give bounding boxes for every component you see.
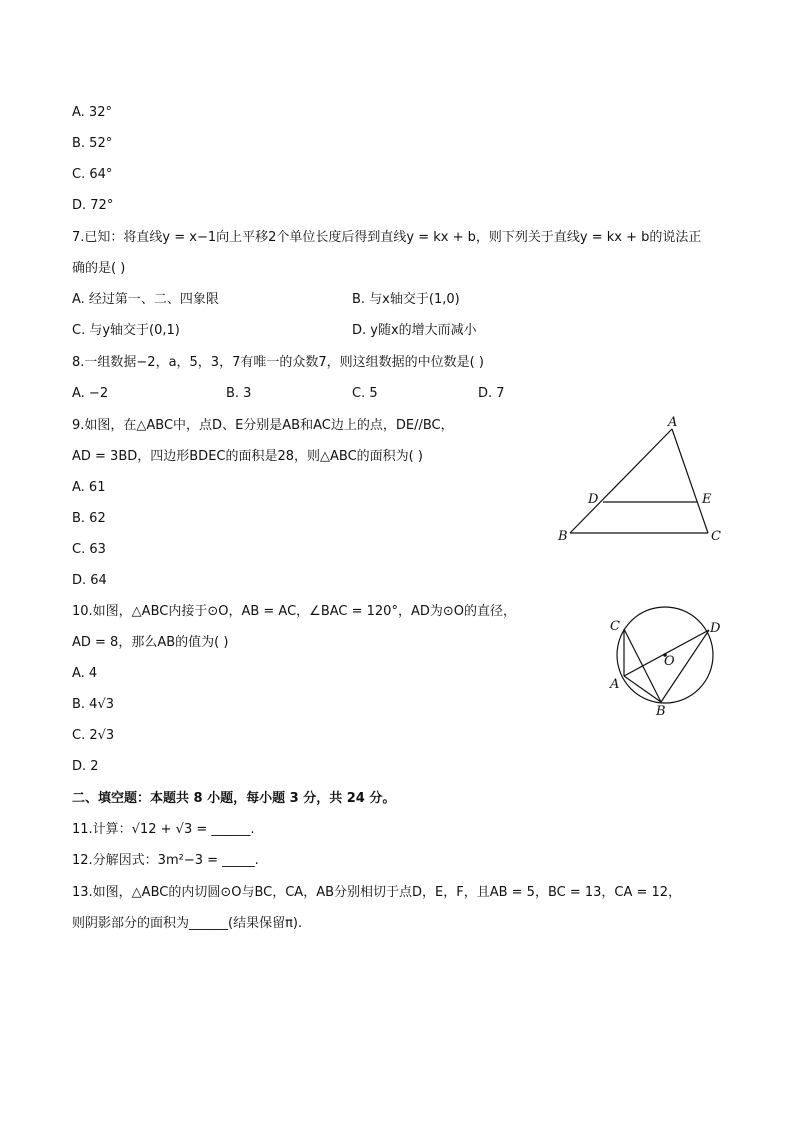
q8-stem: 8.一组数据−2，a，5，3，7有唯一的众数7，则这组数据的中位数是( ) — [72, 355, 484, 370]
q6-option-c: C. 64° — [72, 167, 113, 182]
q10-label-o: O — [664, 654, 675, 669]
q10-option-d: D. 2 — [72, 759, 99, 774]
q9-label-d: D — [588, 492, 599, 507]
q9-label-a: A — [668, 415, 678, 430]
q7-option-a: A. 经过第一、二、四象限 — [72, 292, 219, 307]
q9-label-e: E — [702, 492, 712, 507]
q7-option-c: C. 与y轴交于(0,1) — [72, 323, 180, 338]
q10-option-b: B. 4√3 — [72, 697, 115, 712]
q10-stem-line2: AD = 8，那么AB的值为( ) — [72, 635, 229, 650]
q6-option-d: D. 72° — [72, 198, 114, 213]
q10-stem-line1: 10.如图，△ABC内接于⊙O，AB = AC，∠BAC = 120°，AD为⊙O的直径， — [72, 604, 516, 619]
q6-option-b: B. 52° — [72, 136, 113, 151]
q10-option-c: C. 2√3 — [72, 728, 115, 743]
q10-option-a: A. 4 — [72, 666, 98, 681]
q9-option-c: C. 63 — [72, 542, 106, 557]
q10-label-a: A — [610, 677, 620, 692]
q9-option-d: D. 64 — [72, 573, 107, 588]
q9-option-b: B. 62 — [72, 511, 106, 526]
q9-stem-line1: 9.如图，在△ABC中，点D、E分别是AB和AC边上的点，DE//BC， — [72, 418, 454, 433]
q7-option-b: B. 与x轴交于(1,0) — [352, 292, 460, 307]
q10-label-d: D — [710, 621, 721, 636]
q11-stem: 11.计算：√12 + √3 = ______. — [72, 822, 255, 837]
q10-segment-ab — [624, 676, 661, 702]
q6-option-a: A. 32° — [72, 105, 112, 120]
q7-option-d: D. y随x的增大而减小 — [352, 323, 477, 338]
q9-label-c: C — [711, 529, 721, 544]
q13-stem-line2: 则阴影部分的面积为______(结果保留π). — [72, 916, 303, 931]
q8-option-c: C. 5 — [352, 386, 378, 401]
q8-option-a: A. −2 — [72, 386, 109, 401]
q9-label-b: B — [558, 529, 568, 544]
q13-stem-line1: 13.如图，△ABC的内切圆⊙O与BC，CA，AB分别相切于点D，E，F，且AB = 5，BC = 13，CA = 12， — [72, 885, 682, 900]
q8-option-d: D. 7 — [478, 386, 505, 401]
section-2-heading: 二、填空题：本题共 8 小题，每小题 3 分，共 24 分。 — [72, 791, 396, 806]
q7-stem-line1: 7.已知：将直线y = x−1向上平移2个单位长度后得到直线y = kx + b，则下列关于直线y = kx + b的说法正 — [72, 230, 702, 245]
q8-option-b: B. 3 — [226, 386, 252, 401]
q9-stem-line2: AD = 3BD，四边形BDEC的面积是28，则△ABC的面积为( ) — [72, 449, 423, 464]
q10-label-c: C — [610, 619, 620, 634]
q12-stem: 12.分解因式：3m²−3 = _____. — [72, 853, 259, 868]
q7-stem-line2: 确的是( ) — [72, 261, 126, 276]
q9-option-a: A. 61 — [72, 480, 106, 495]
q10-label-b: B — [656, 704, 666, 719]
